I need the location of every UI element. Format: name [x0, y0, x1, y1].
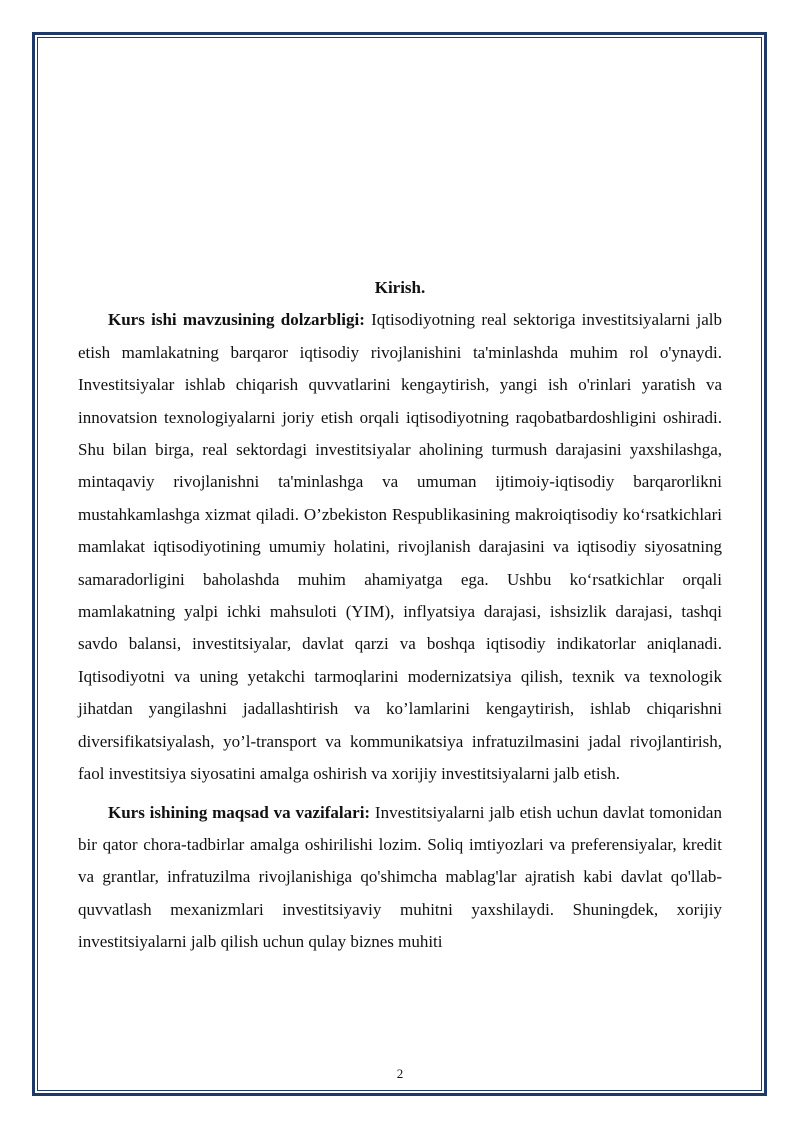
page-number: 2	[396, 1066, 404, 1081]
section-heading: Kirish.	[374, 278, 426, 297]
paragraph-text-relevance: Iqtisodiyotning real sektoriga investitsiyalarni jalb etish mamlakatning barqaror iqtisodiy rivojlanishini ta'minlashda muhim rol o'ynaydi. Investitsiyalar ishlab chiqarish quvvatlarini kengaytirish, yangi ish o'rinlari yaratish va innovatsion texnologiyalarni joriy etish orqali iqtisodiyotning raqobatbardoshligini oshiradi. Shu bilan birga, real sektordagi investitsiyalar aholining turmush darajasini yaxshilashga, mintaqaviy rivojlanishni ta'minlashga va umuman ijtimoiy-iqtisodiy barqarorlikni mustahkamlashga xizmat qiladi. O’zbekiston Respublikasining makroiqtisodiy ko‘rsatkichlari mamlakat iqtisodiyotining umumiy holatini, rivojlanish darajasini va iqtisodiy siyosatning samaradorligini baholashda muhim ahamiyatga ega. Ushbu ko‘rsatkichlar orqali mamlakatning yalpi ichki mahsuloti (YIM), inflyatsiya darajasi, ishsizlik darajasi, tashqi savdo balansi, investitsiyalar, davlat qarzi va boshqa iqtisodiy indikatorlar aniqlanadi. Iqtisodiyotni va uning yetakchi tarmoqlarini modernizatsiya qilish, texnik va texnologik jihatdan yangilashni jadallashtirish va ko’lamlarini kengaytirish, ishlab chiqarishni diversifikatsiyalash, yo’l-transport va kommunikatsiya infratuzilmasini jadal rivojlantirish, faol investitsiya siyosatini amalga oshirish va xorijiy investitsiyalarni jalb etish.	[78, 310, 723, 784]
paragraph-lead-goals: Kurs ishining maqsad va vazifalari:	[108, 802, 371, 822]
paragraph-goals	[78, 797, 722, 959]
paragraph-text-goals: Investitsiyalarni jalb etish uchun davlat tomonidan bir qator chora-tadbirlar amalga oshirilishi lozim. Soliq imtiyozlari va preferensiyalar, kredit va grantlar, infratuzilma rivojlanishiga qo'shimcha mablag'lar ajratish kabi davlat qo'llab-quvvatlash mexanizmlari investitsiyaviy muhitni yaxshilaydi. Shuningdek, xorijiy investitsiyalarni jalb qilish uchun qulay biznes muhiti	[78, 802, 722, 952]
paragraph-lead-relevance: Kurs ishi mavzusining dolzarbligi:	[108, 310, 365, 330]
document-body	[78, 272, 722, 959]
paragraph-relevance	[78, 304, 722, 790]
